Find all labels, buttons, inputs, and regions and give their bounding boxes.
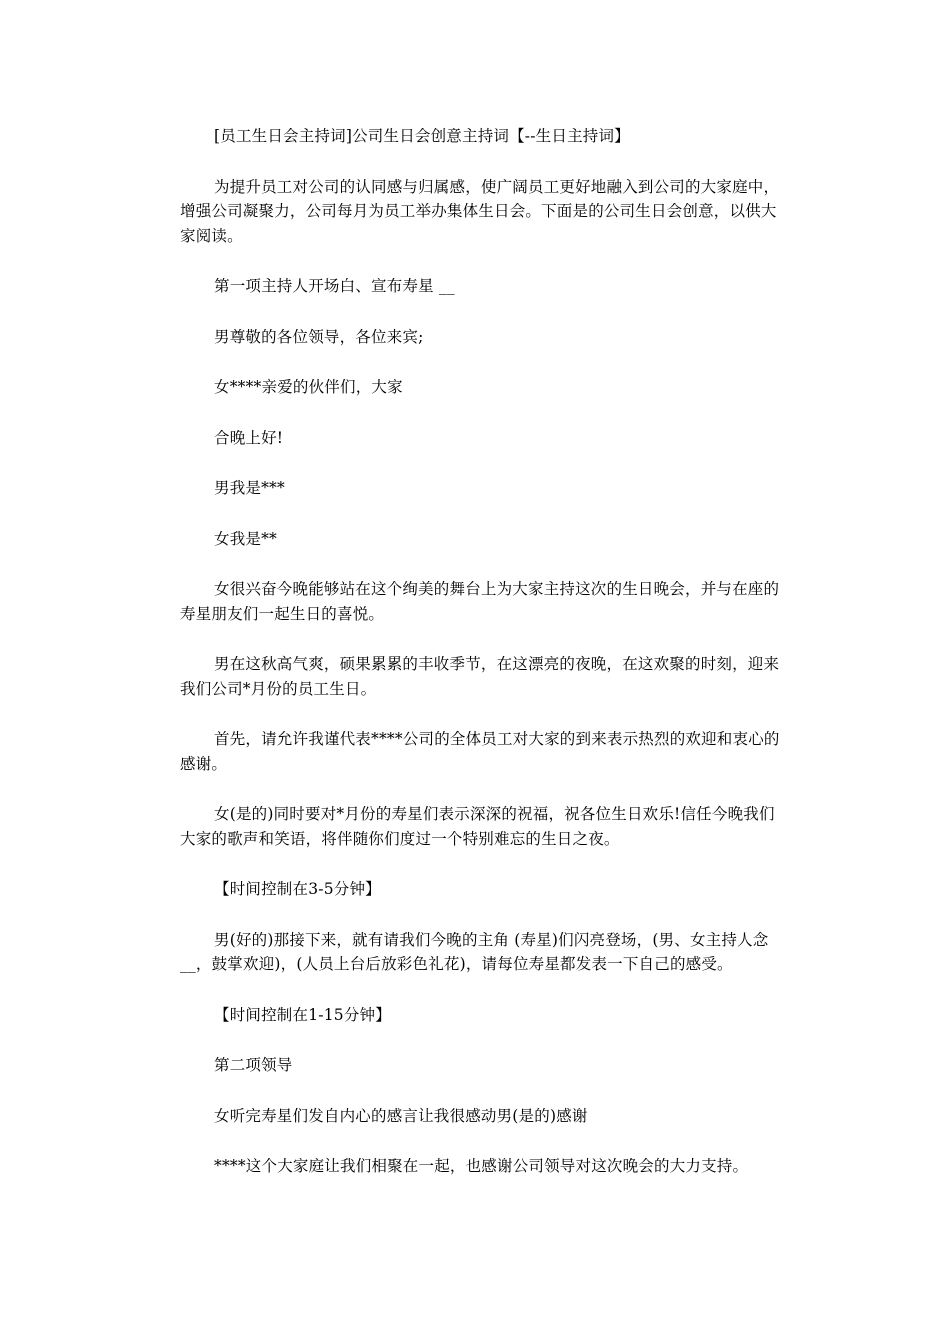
- paragraph-section-2: 第二项领导: [214, 1056, 293, 1074]
- paragraph: 合晚上好!: [214, 428, 284, 447]
- paragraph-time-note: 【时间控制在1-15分钟】: [214, 1005, 391, 1024]
- paragraph-section-1: 第一项主持人开场白、宣布寿星 __: [214, 277, 455, 295]
- paragraph: 女听完寿星们发自内心的感言让我很感动男(是的)感谢: [214, 1106, 588, 1125]
- paragraph: 男我是***: [214, 479, 285, 497]
- paragraph: 男尊敬的各位领导，各位来宾;: [214, 327, 424, 346]
- paragraph: 男(好的)那接下来，就有请我们今晚的主角 (寿星)们闪亮登场，(男、女主持人念 __，鼓掌欢迎)，(人员上台后放彩色礼花)，请每位寿星都发表一下自己的感受。: [180, 930, 769, 973]
- document-page: [180, 124, 780, 1205]
- paragraph-intro: 为提升员工对公司的认同感与归属感，使广阔员工更好地融入到公司的大家庭中，增强公司凝聚力，公司每月为员工举办集体生日会。下面是的公司生日会创意，以供大家阅读。: [180, 177, 780, 245]
- paragraph-time-note: 【时间控制在3-5分钟】: [214, 880, 381, 898]
- paragraph: 女很兴奋今晚能够站在这个绚美的舞台上为大家主持这次的生日晚会，并与在座的寿星朋友们一起生日的喜悦。: [180, 580, 780, 623]
- paragraph: 女****亲爱的伙伴们，大家: [214, 378, 403, 396]
- paragraph: 女我是**: [214, 529, 278, 548]
- document-title: [员工生日会主持词]公司生日会创意主持词【--生日主持词】: [214, 127, 630, 145]
- paragraph: ****这个大家庭让我们相聚在一起，也感谢公司领导对这次晚会的大力支持。: [214, 1157, 749, 1175]
- paragraph: 男在这秋高气爽，硕果累累的丰收季节，在这漂亮的夜晚，在这欢聚的时刻，迎来我们公司*月份的员工生日。: [180, 655, 780, 698]
- paragraph: 首先，请允许我谨代表****公司的全体员工对大家的到来表示热烈的欢迎和衷心的感谢。: [180, 730, 780, 773]
- paragraph: 女(是的)同时要对*月份的寿星们表示深深的祝福，祝各位生日欢乐!信任今晚我们大家的歌声和笑语，将伴随你们度过一个特别难忘的生日之夜。: [180, 805, 775, 848]
